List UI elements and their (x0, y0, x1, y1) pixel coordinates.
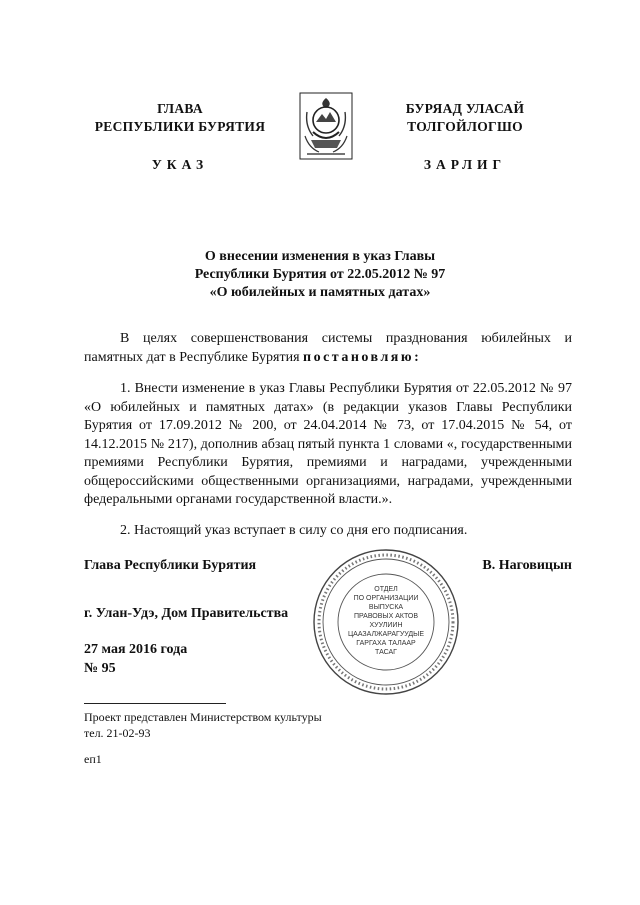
official-stamp (311, 547, 461, 697)
stamp-line: ВЫПУСКА (368, 604, 404, 611)
item1-paragraph: 1. Внести изменение в указ Главы Республики Бурятия от 22.05.2012 № 97 «О юбилейных и памятных датах» (в редакции указов Главы Республики Бурятия от 17.09.2012 № 200, от 24.04.2014 № 73, от 17.04.2015 № 54, от 14.12.2015 № 217), дополнив абзац пятый пункта 1 словами «, государственными премиями Республики Бурятия, премиями и наградами, учрежденными общероссийскими общественными организациями, наградами, учрежденными федеральными органами государственной власти.». (84, 381, 572, 507)
intro-paragraph (84, 330, 572, 367)
stamp-line: ЦААЗАЛЖАРАГУУДЫЕ (347, 631, 425, 638)
item2-paragraph: 2. Настоящий указ вступает в силу со дня его подписания. (120, 523, 468, 538)
decree-word: постановляю: (303, 349, 422, 365)
title-line3: «О юбилейных и памятных датах» (209, 285, 431, 300)
header-left-line1: ГЛАВА (157, 101, 203, 116)
footer-project: Проект представлен Министерством культуры (84, 710, 322, 724)
signature-name: В. Наговицын (482, 558, 572, 573)
header-right-line2: ТОЛГОЙЛОГШО (407, 119, 523, 134)
stamp-text (337, 585, 435, 657)
header-left-type: УКАЗ (151, 157, 209, 172)
header-left-line2: РЕСПУБЛИКИ БУРЯТИЯ (94, 119, 266, 134)
intro-text: В целях совершенствования системы празднования юбилейных и памятных дат в Республике Бурятия (84, 331, 572, 365)
footer-code: еп1 (84, 752, 102, 766)
stamp-line: ГАРГАХА ТАЛААР (356, 640, 416, 647)
stamp-line: ПО ОРГАНИЗАЦИИ (353, 595, 419, 602)
signature-position: Глава Республики Бурятия (84, 558, 257, 573)
stamp-line: ХУУЛИИН (369, 622, 403, 629)
header-right-line1: БУРЯАД УЛАСАЙ (405, 101, 525, 116)
stamp-line: ПРАВОВЫХ АКТОВ (353, 613, 419, 620)
document-title (110, 248, 530, 302)
header-right-type: ЗАРЛИГ (423, 157, 507, 172)
stamp-line: ТАСАГ (375, 649, 397, 656)
stamp-line: ОТДЕЛ (374, 586, 398, 593)
header-right (360, 100, 570, 136)
signing-date: 27 мая 2016 года (84, 642, 188, 657)
decree-number: № 95 (84, 661, 116, 676)
title-line1: О внесении изменения в указ Главы (204, 249, 436, 264)
header-left (80, 100, 280, 136)
footer-phone: тел. 21-02-93 (84, 726, 151, 740)
footer-divider (84, 703, 226, 704)
title-line2: Республики Бурятия от 22.05.2012 № 97 (194, 267, 446, 282)
coat-of-arms-emblem (299, 92, 353, 160)
signing-place: г. Улан-Удэ, Дом Правительства (84, 606, 289, 621)
